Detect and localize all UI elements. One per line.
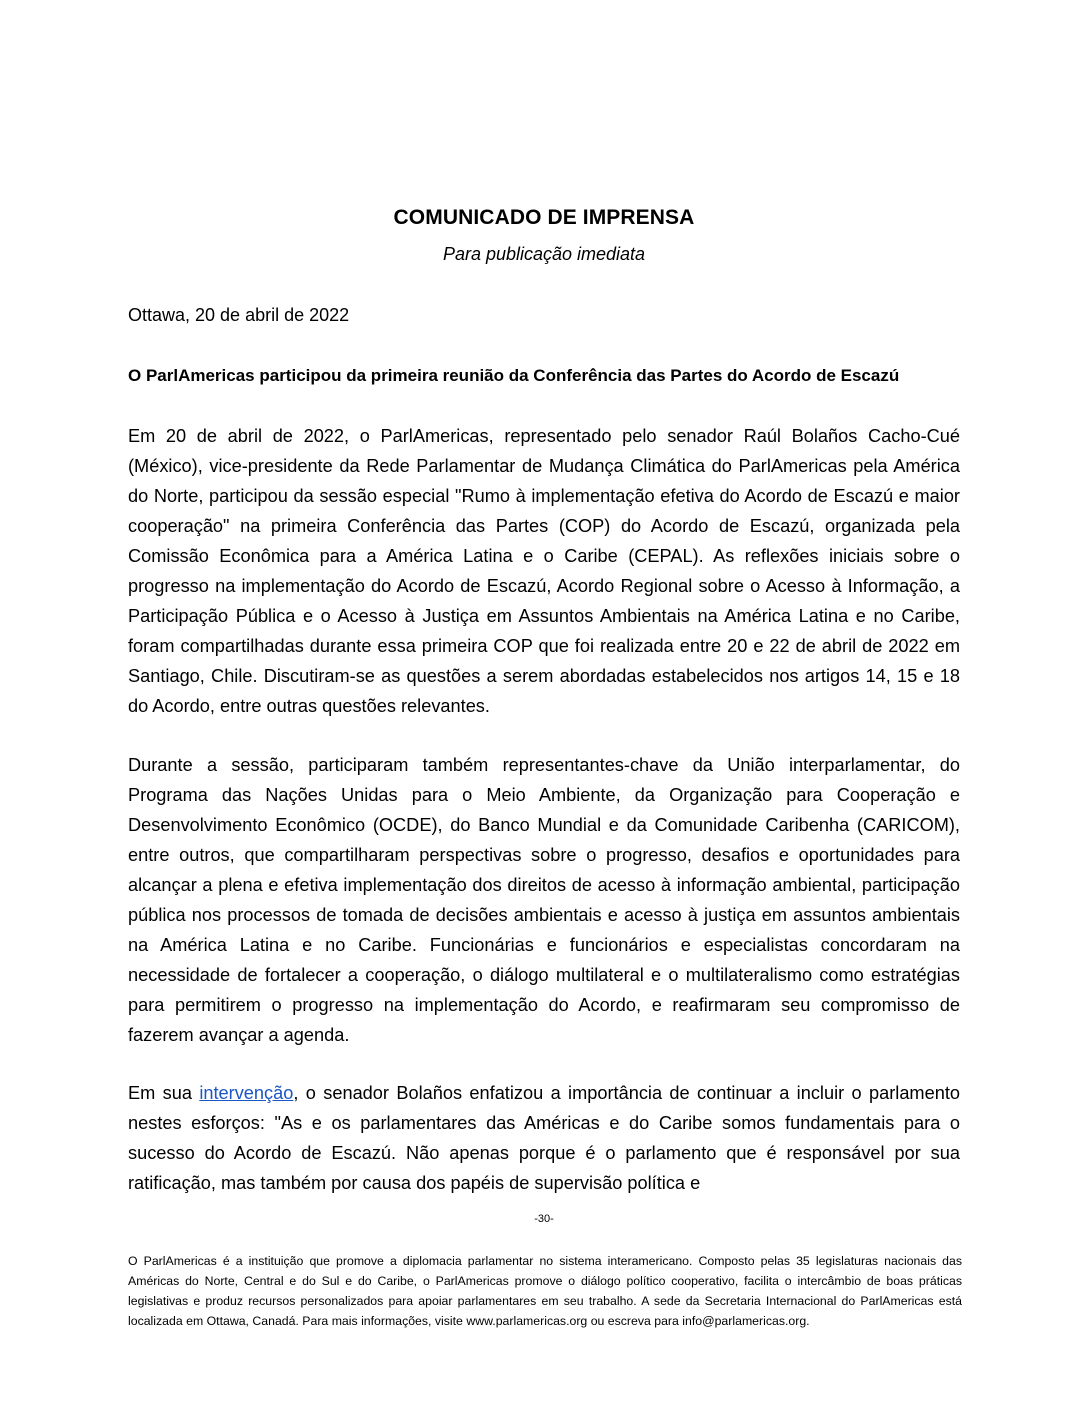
body-paragraph-2: Durante a sessão, participaram também representantes-chave da União interparlamentar, do Programa das Nações Unidas para o Meio Ambiente, da Organização para Cooperação e Desenvolvimento Econômico (OCDE), do Banco Mundial e da Comunidade Caribenha (CARICOM), entre outros, que compartilharam perspectivas sobre o progresso, desafios e oportunidades para alcançar a plena e efetiva implementação dos direitos de acesso à informação ambiental, participação pública nos processos de tomada de decisões ambientais e acesso à justiça em assuntos ambientais na América Latina e no Caribe. Funcionárias e funcionários e especialistas concordaram na necessidade de fortalecer a cooperação, o diálogo multilateral e o multilateralismo como estratégias para permitirem o progresso na implementação do Acordo, e reafirmaram seu compromisso de fazerem avançar a agenda. bbox=[128, 755, 960, 1045]
body-paragraph-3 bbox=[128, 1078, 960, 1198]
headline: O ParlAmericas participou da primeira reunião da Conferência das Partes do Acordo de Escazú bbox=[128, 366, 900, 385]
end-marker: -30- bbox=[534, 1213, 554, 1225]
paragraph-3-lead-text: Em sua bbox=[128, 1083, 200, 1103]
document-subtitle: Para publicação imediata bbox=[442, 244, 646, 264]
paragraph-3-text: , o senador Bolaños enfatizou a importância de continuar a incluir o parlamento nestes esforços: "As e os parlamentares das Américas e do Caribe somos fundamentais para o sucesso do Acordo de Escazú. Não apenas porque é o parlamento que é responsável por sua ratificação, mas também por causa dos papéis de supervisão política e bbox=[128, 1083, 960, 1193]
footer-text: O ParlAmericas é a instituição que promove a diplomacia parlamentar no sistema interamericano. Composto pelas 35 legislaturas nacionais das Américas do Norte, Central e do Sul e do Caribe, o ParlAmericas promove o diálogo político cooperativo, facilita o intercâmbio de boas práticas legislativas e produz recursos personalizados para apoiar parlamentares em seu trabalho. A sede da Secretaria Internacional do ParlAmericas está localizada em Ottawa, Canadá. Para mais informações, visite www.parlamericas.org ou escreva para info@parlamericas.org. bbox=[128, 1254, 962, 1328]
intervencao-link[interactable]: intervenção bbox=[199, 1083, 294, 1103]
body-paragraph-1: Em 20 de abril de 2022, o ParlAmericas, representado pelo senador Raúl Bolaños Cacho-Cué (México), vice-presidente da Rede Parlamentar de Mudança Climática do ParlAmericas pela América do Norte, participou da sessão especial "Rumo à implementação efetiva do Acordo de Escazú e maior cooperação" na primeira Conferência das Partes (COP) do Acordo de Escazú, organizada pela Comissão Econômica para a América Latina e o Caribe (CEPAL). As reflexões iniciais sobre o progresso na implementação do Acordo de Escazú, Acordo Regional sobre o Acesso à Informação, a Participação Pública e o Acesso à Justiça em Assuntos Ambientais na América Latina e no Caribe, foram compartilhadas durante essa primeira COP que foi realizada entre 20 e 22 de abril de 2022 em Santiago, Chile. Discutiram-se as questões a serem abordadas estabelecidos nos artigos 14, 15 e 18 do Acordo, entre outras questões relevantes. bbox=[128, 426, 960, 716]
document-title: COMUNICADO DE IMPRENSA bbox=[393, 206, 695, 229]
dateline: Ottawa, 20 de abril de 2022 bbox=[128, 305, 350, 325]
